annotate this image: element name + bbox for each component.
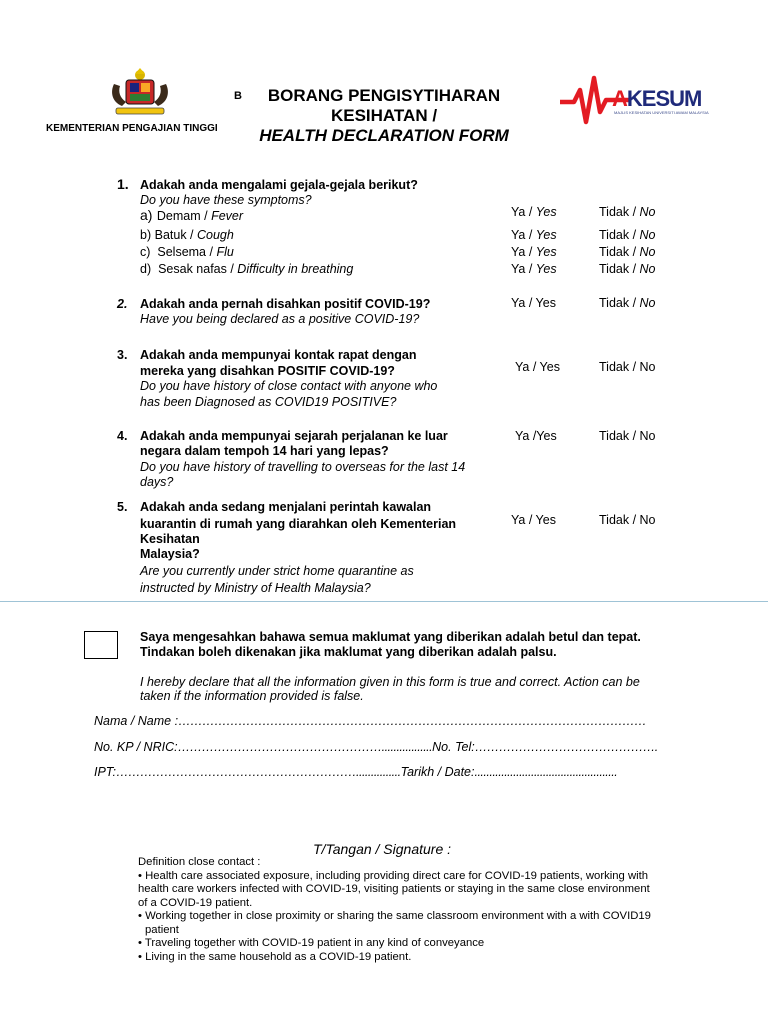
definition-line-1: • Health care associated exposure, including providing direct care for COVID-19 patients, working with (138, 869, 649, 882)
q2-no[interactable]: Tidak / No (599, 296, 656, 310)
declaration-ms-2: Tindakan boleh dikenakan jika maklumat yang diberikan adalah palsu. (140, 645, 557, 659)
makesum-logo (560, 70, 709, 132)
date-label: Tarikh / Date: (400, 765, 475, 779)
name-field[interactable] (94, 714, 646, 728)
definition-line-5: patient (145, 923, 179, 936)
q1-cough-no[interactable]: Tidak / No (599, 228, 656, 242)
q5-question-ms-4: Malaysia? (140, 547, 200, 561)
q1-item-letter: a) (140, 207, 153, 223)
nric-tel-field[interactable] (94, 740, 658, 754)
definition-line-3: of a COVID-19 patient. (138, 896, 253, 909)
q4-question-en-1: Do you have history of travelling to overseas for the last 14 (140, 460, 466, 474)
q5-question-en-1: Are you currently under strict home quarantine as (140, 564, 414, 578)
q1-number: 1. (117, 176, 129, 192)
tel-label: No. Tel: (432, 740, 475, 754)
title-line-3: HEALTH DECLARATION FORM (259, 126, 509, 145)
nric-label: No. KP / NRIC: (94, 740, 178, 754)
q3-question-ms-1: Adakah anda mempunyai kontak rapat dengan (140, 348, 417, 362)
form-title (246, 86, 522, 146)
section-divider (0, 601, 768, 602)
q1-cough-yes[interactable]: Ya / Yes (511, 228, 557, 242)
q4-yes[interactable]: Ya /Yes (515, 429, 557, 443)
q1-question-en: Do you have these symptoms? (140, 193, 312, 207)
small-mark: B (234, 90, 242, 102)
q1-breathing-no[interactable]: Tidak / No (599, 262, 656, 276)
logo-text: KESUM (626, 86, 702, 111)
q4-question-ms-1: Adakah anda mempunyai sejarah perjalanan ke luar (140, 429, 448, 443)
definition-block (138, 856, 678, 964)
q3-question-en-1: Do you have history of close contact with anyone who (140, 379, 438, 393)
declaration-checkbox[interactable] (84, 631, 118, 659)
definition-line-2: health care workers infected with COVID-19, visiting patients or staying in the same close environment (138, 883, 650, 895)
ipt-dots: ……………………………………………………............... (116, 765, 401, 779)
q4-no[interactable]: Tidak / No (599, 429, 656, 443)
q3-number: 3. (117, 348, 128, 362)
q5-no[interactable]: Tidak / No (599, 513, 656, 527)
name-label: Nama / Name : (94, 714, 179, 728)
q4-question-en-2: days? (140, 475, 174, 489)
ipt-label: IPT: (94, 765, 116, 779)
definition-line-6: • Traveling together with COVID-19 patient in any kind of conveyance (138, 937, 485, 949)
name-dots: ……………………………………………………………………………………………………… (178, 714, 647, 728)
q2-yes[interactable]: Ya / Yes (511, 296, 556, 310)
definition-line-4: • Working together in close proximity or sharing the same classroom environment with a with COVID19 (138, 910, 651, 922)
q3-question-en-2: has been Diagnosed as COVID19 POSITIVE? (140, 395, 397, 409)
coat-of-arms-icon (108, 66, 172, 122)
date-dots: ................................................ (474, 765, 618, 779)
logo-letter-a: A (612, 86, 627, 111)
title-line-1: BORANG PENGISYTIHARAN (267, 86, 501, 105)
definition-heading: Definition close contact : (138, 856, 261, 868)
q5-question-ms-2: kuarantin di rumah yang diarahkan oleh Kementerian (140, 517, 457, 531)
tel-dots: ………………………………………. (474, 740, 658, 754)
q2-number: 2. (117, 297, 128, 311)
q1-item-flu: c) Selsema / Flu (140, 245, 234, 259)
q5-question-ms-1: Adakah anda sedang menjalani perintah kawalan (140, 500, 432, 514)
declaration-en-1: I hereby declare that all the information given in this form is true and correct. Action can be (140, 675, 640, 689)
q1-item-breathing: d) Sesak nafas / Difficulty in breathing (140, 262, 354, 276)
q2-question-ms: Adakah anda pernah disahkan positif COVID-19? (140, 297, 431, 311)
ipt-date-field[interactable] (94, 765, 617, 779)
q1-flu-yes[interactable]: Ya / Yes (511, 245, 557, 259)
q3-no[interactable]: Tidak / No (599, 360, 656, 374)
definition-line-7: • Living in the same household as a COVID-19 patient. (138, 950, 412, 963)
q1-fever-no[interactable]: Tidak / No (599, 205, 656, 219)
declaration-ms-1: Saya mengesahkan bahawa semua maklumat yang diberikan adalah betul dan tepat. (140, 630, 641, 644)
q1-item-fever: a) Demam / Fever (140, 207, 244, 223)
q1-flu-no[interactable]: Tidak / No (599, 245, 656, 259)
q3-yes[interactable]: Ya / Yes (515, 360, 560, 374)
signature-label: T/Tangan / Signature : (313, 841, 452, 857)
q5-number: 5. (117, 500, 128, 514)
q1-item-cough: b) Batuk / Cough (140, 228, 234, 242)
q4-number: 4. (117, 429, 128, 443)
q5-yes[interactable]: Ya / Yes (511, 513, 556, 527)
q5-question-en-2: instructed by Ministry of Health Malaysia? (140, 581, 371, 595)
q1-question-ms: Adakah anda mengalami gejala-gejala berikut? (140, 178, 418, 192)
q3-question-ms-2: mereka yang disahkan POSITIF COVID-19? (140, 364, 395, 378)
nric-dots: ……………………………………………................. (177, 740, 433, 754)
declaration-en-2: taken if the information provided is false. (140, 689, 364, 703)
title-line-2: KESIHATAN / (330, 106, 438, 125)
q4-question-ms-2: negara dalam tempoh 14 hari yang lepas? (140, 444, 389, 458)
q2-question-en: Have you being declared as a positive COVID-19? (140, 312, 420, 326)
logo-subtext: MAJLIS KESIHATAN UNIVERSITI AWAM MALAYSIA (614, 110, 709, 115)
q1-breathing-yes[interactable]: Ya / Yes (511, 262, 557, 276)
q5-question-ms-3: Kesihatan (140, 532, 200, 546)
q1-fever-yes[interactable]: Ya / Yes (511, 205, 557, 219)
ministry-name: KEMENTERIAN PENGAJIAN TINGGI (46, 123, 218, 134)
